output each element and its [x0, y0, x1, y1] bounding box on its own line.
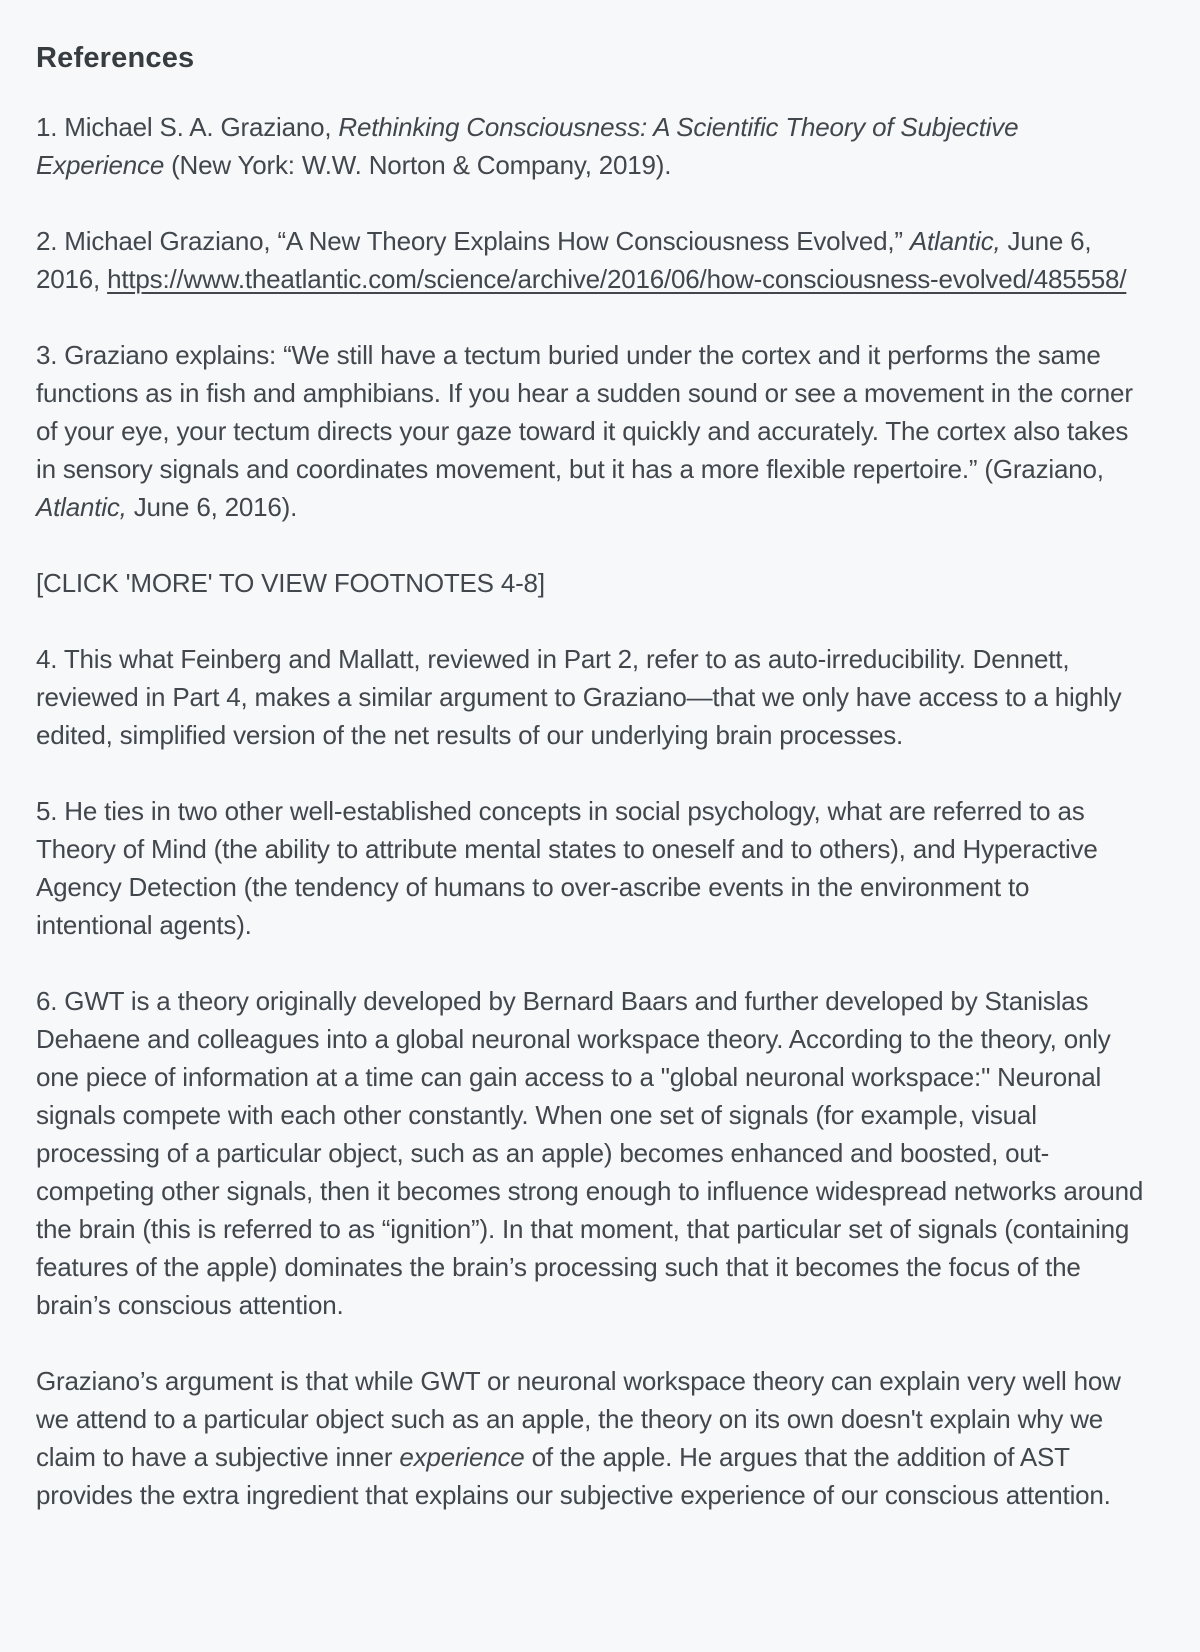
reference-1 [36, 108, 1152, 184]
reference-6-text: 6. GWT is a theory originally developed by Bernard Baars and further developed by Stanislas Dehaene and colleagues into a global neuronal workspace theory. According to the theory, only one piece of information at a time can gain access to a "global neuronal workspace:" Neuronal signals compete with each other constantly. When one set of signals (for example, visual processing of a particular object, such as an apple) becomes enhanced and boosted, out-competing other signals, then it becomes strong enough to influence widespread networks around the brain (this is referred to as “ignition”). In that moment, that particular set of signals (containing features of the apple) dominates the brain’s processing such that it becomes the focus of the brain’s conscious attention. [36, 986, 1144, 1321]
reference-3-italic-text: Atlantic, [36, 492, 127, 523]
paragraph-list [36, 108, 1152, 1514]
reference-2-link[interactable]: https://www.theatlantic.com/science/archive/2016/06/how-consciousness-evolved/485558/ [107, 264, 1127, 295]
closing-paragraph-text: Graziano’s argument is that while GWT or neuronal workspace theory can explain very well how we attend to a particular object such as an apple, the theory on its own doesn't explain why we claim to have a subjective inner [36, 1366, 1121, 1473]
reference-4 [36, 640, 1152, 754]
reference-3-text: June 6, 2016). [126, 492, 298, 523]
reference-1-italic-text: Rethinking Consciousness: A Scientific Theory of Subjective Experience [36, 112, 1019, 181]
closing-paragraph [36, 1362, 1152, 1514]
reference-1-text: (New York: W.W. Norton & Company, 2019). [164, 150, 672, 181]
reference-5 [36, 792, 1152, 944]
closing-paragraph-italic-text: experience [399, 1442, 525, 1473]
footnotes-more-notice [36, 564, 1152, 602]
reference-5-text: 5. He ties in two other well-established concepts in social psychology, what are referred to as Theory of Mind (the ability to attribute mental states to oneself and to others), and Hyperactive Agency Detection (the tendency of humans to over-ascribe events in the environment to intentional agents). [36, 796, 1098, 941]
reference-4-text: 4. This what Feinberg and Mallatt, reviewed in Part 2, refer to as auto-irreducibility. Dennett, reviewed in Part 4, makes a similar argument to Graziano—that we only have access to a highly edited, simplified version of the net results of our underlying brain processes. [36, 644, 1122, 751]
reference-2-text: June 6, 2016, [36, 226, 1092, 295]
reference-3 [36, 336, 1152, 526]
reference-1-text: 1. Michael S. A. Graziano, [36, 112, 339, 143]
reference-6 [36, 982, 1152, 1324]
reference-2 [36, 222, 1152, 298]
closing-paragraph-text: of the apple. He argues that the addition of AST provides the extra ingredient that explains our subjective experience of our conscious attention. [36, 1442, 1111, 1511]
reference-3-text: 3. Graziano explains: “We still have a tectum buried under the cortex and it performs the same functions as in fish and amphibians. If you hear a sudden sound or see a movement in the corner of your eye, your tectum directs your gaze toward it quickly and accurately. The cortex also takes in sensory signals and coordinates movement, but it has a more flexible repertoire.” (Graziano, [36, 340, 1133, 485]
reference-2-text: 2. Michael Graziano, “A New Theory Explains How Consciousness Evolved,” [36, 226, 910, 257]
page-title: References [36, 42, 195, 74]
reference-2-italic-text: Atlantic, [909, 226, 1001, 257]
footnotes-more-notice-text: [CLICK 'MORE' TO VIEW FOOTNOTES 4-8] [36, 568, 545, 599]
